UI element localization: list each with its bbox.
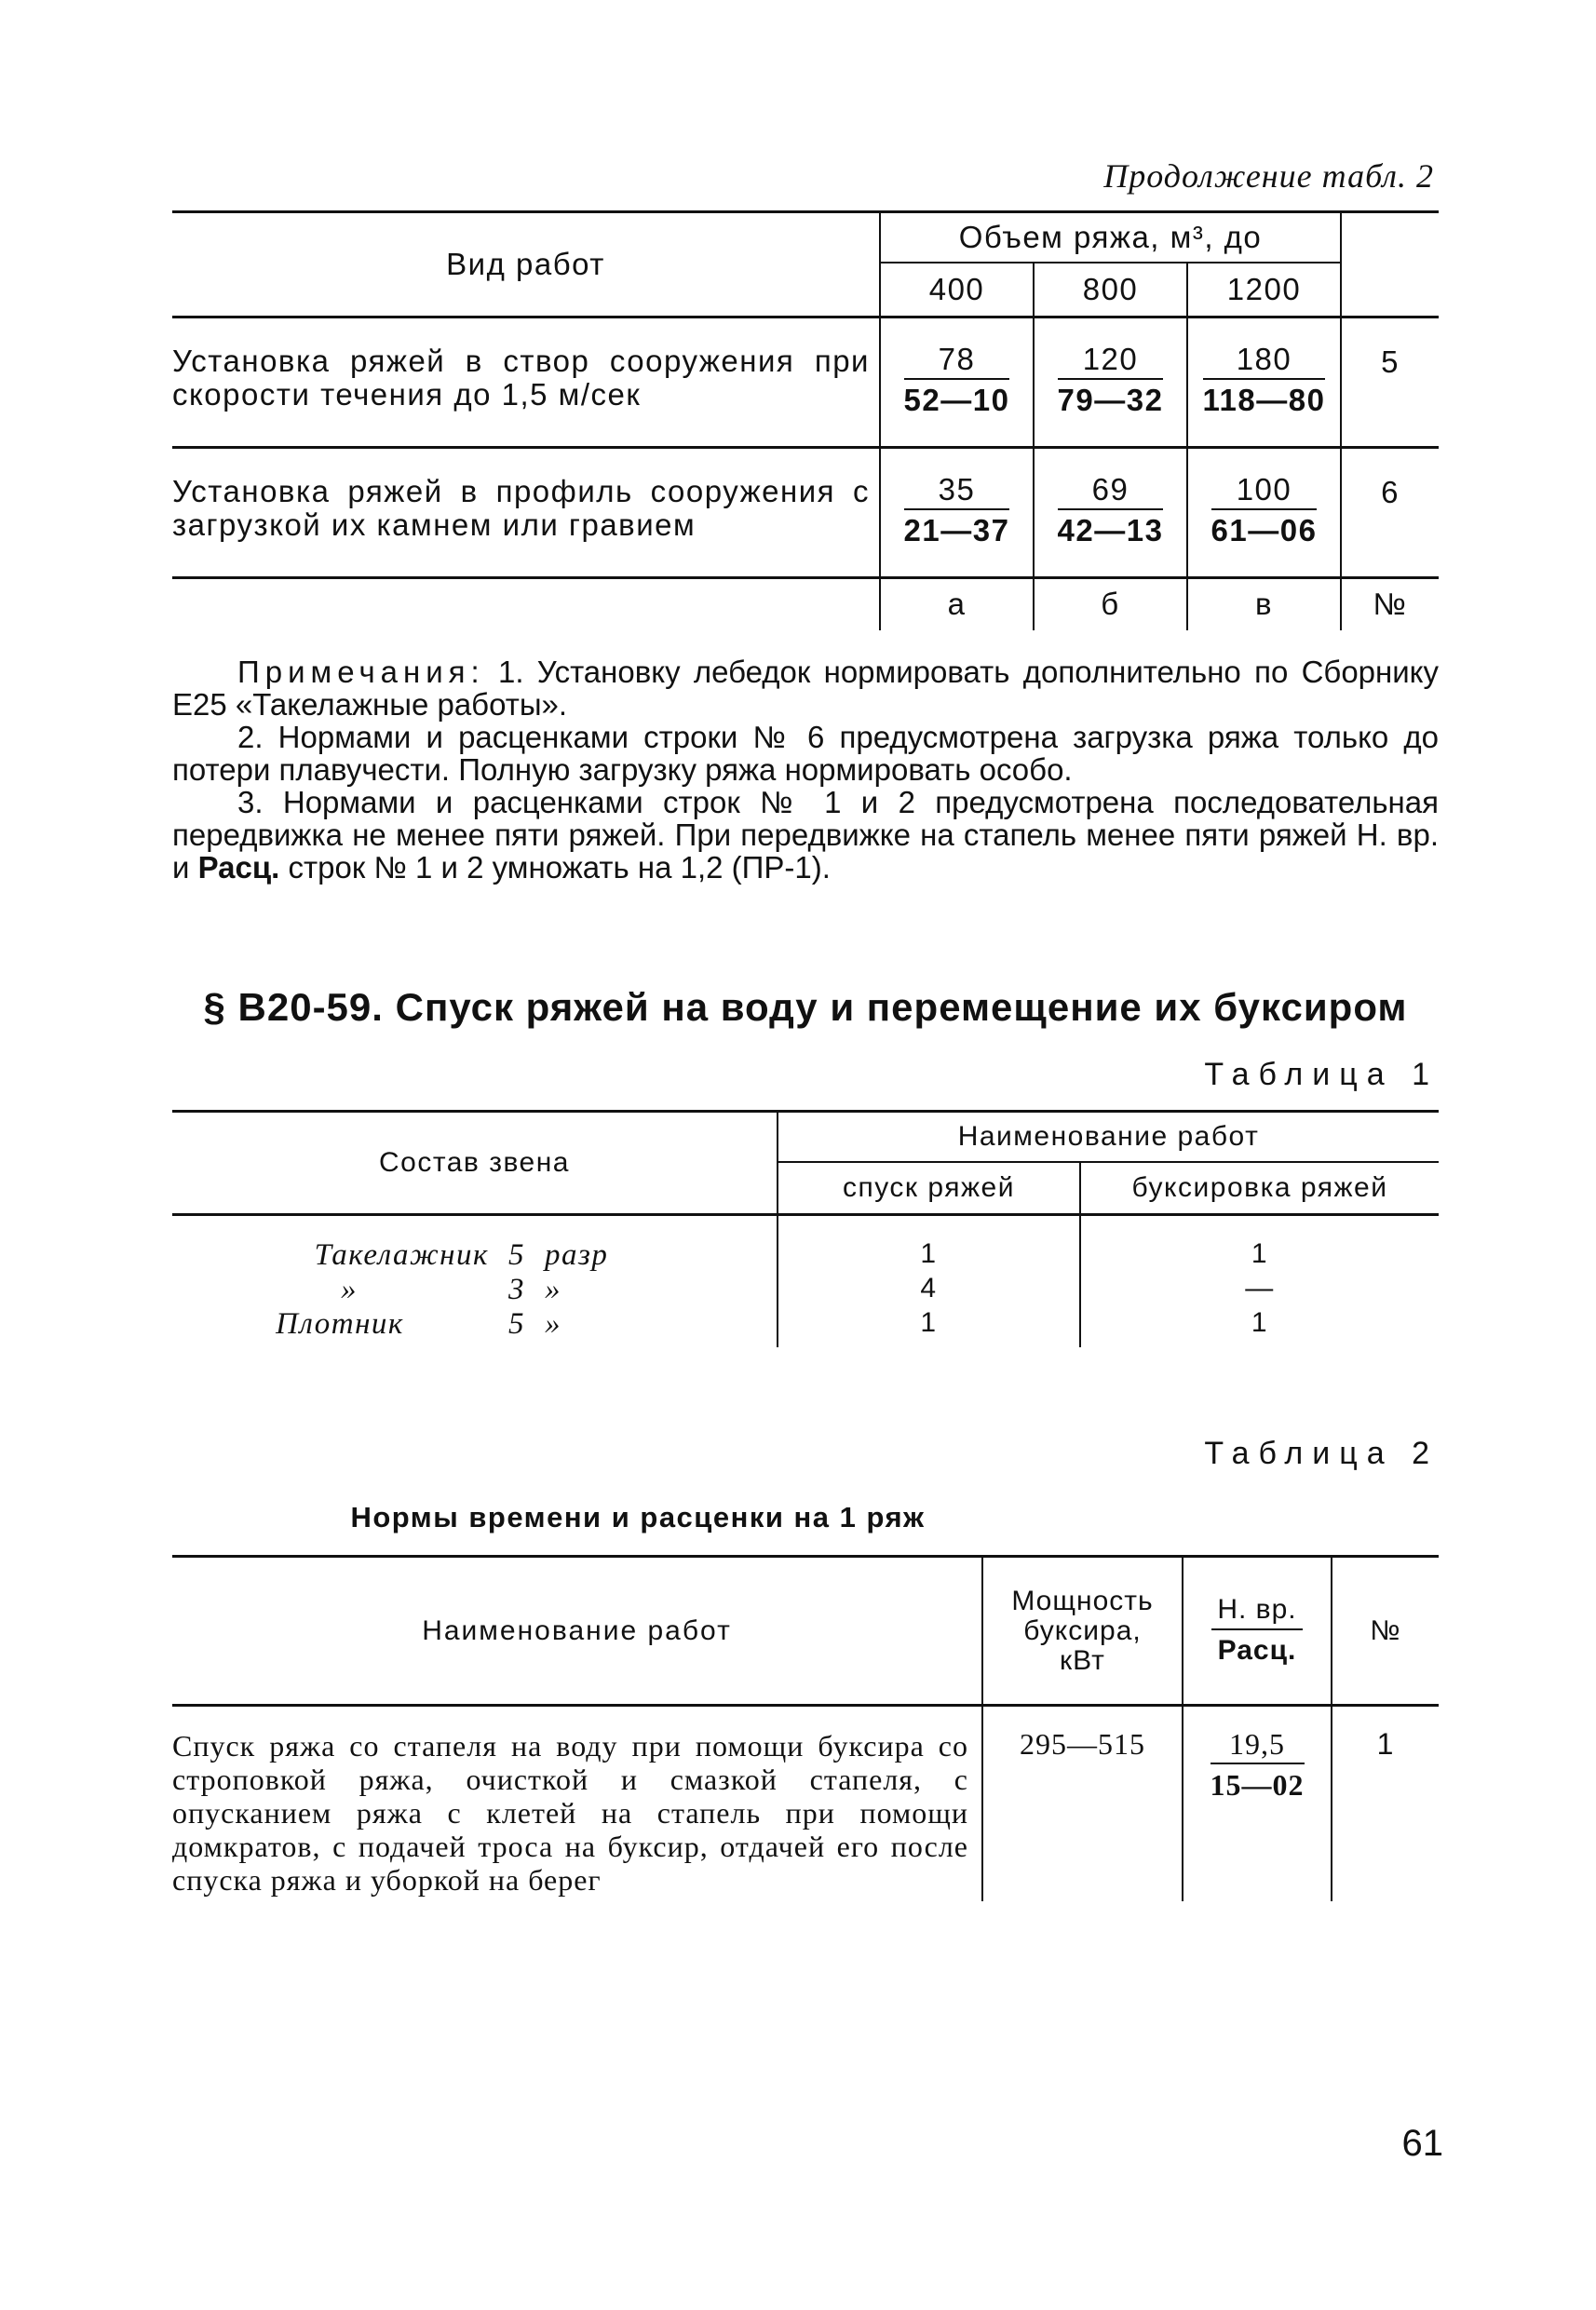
- table-row: [172, 1215, 1439, 1274]
- table-footer-row: [172, 578, 1439, 630]
- cell-value: [1034, 448, 1187, 578]
- header-col-1200: 1200: [1187, 263, 1341, 317]
- note-1-text: 1. Установку лебедок нормировать дополнительно по Сборнику Е25 «Такелажные работы».: [172, 655, 1439, 722]
- price-value: 15—02: [1210, 1768, 1305, 1802]
- crew-name: »: [341, 1273, 358, 1306]
- crew-grade: 5: [508, 1307, 525, 1341]
- notes-label: Примечания:: [237, 655, 485, 689]
- table-row: [172, 317, 1439, 448]
- row-number: 1: [1332, 1706, 1439, 1901]
- table1-label: Таблица 1: [1204, 1057, 1439, 1092]
- cell-power: 295—515: [982, 1706, 1183, 1901]
- header-col-800: 800: [1034, 263, 1187, 317]
- section-title: § В20-59. Спуск ряжей на воду и перемещение их буксиром: [203, 985, 1408, 1029]
- norm-value: 69: [1058, 471, 1164, 510]
- header-towing: буксировка ряжей: [1080, 1162, 1439, 1215]
- norm-value: 35: [904, 471, 1010, 510]
- table2-label: Таблица 2: [1204, 1436, 1439, 1471]
- crew-name: Такелажник: [314, 1238, 489, 1272]
- header-col-400: 400: [880, 263, 1034, 317]
- footer-empty: [172, 578, 880, 630]
- cell-value: 1: [778, 1215, 1080, 1274]
- cell-value: 1: [1080, 1215, 1439, 1274]
- row-description: Установка ряжей в створ сооружения при скорости течения до 1,5 м/сек: [172, 344, 870, 412]
- row-number: 6: [1341, 448, 1439, 578]
- header-norm: Н. вр.: [1211, 1591, 1302, 1630]
- cell-value: [1034, 317, 1187, 448]
- crew-name: Плотник: [276, 1307, 404, 1341]
- header-work-type: Вид работ: [172, 212, 880, 317]
- norm-value: 120: [1058, 341, 1164, 380]
- crew-grade: 3: [508, 1273, 525, 1306]
- crew-grade: 5: [508, 1238, 525, 1272]
- table-crew: [172, 1110, 1439, 1347]
- table-norms: [172, 1555, 1439, 1901]
- crew-member: [172, 1215, 778, 1274]
- header-works: Наименование работ: [422, 1614, 732, 1646]
- header-price: Расц.: [1217, 1634, 1297, 1666]
- header-no: №: [1332, 1557, 1439, 1706]
- price-value: 21—37: [903, 513, 1010, 547]
- footer-no: №: [1341, 578, 1439, 630]
- header-no-empty: [1341, 212, 1439, 317]
- table2-subtitle: Нормы времени и расценки на 1 ряж: [350, 1501, 926, 1533]
- note-1: [172, 655, 1439, 721]
- page-number: 61: [1401, 2123, 1443, 2164]
- cell-value: 4: [778, 1273, 1080, 1307]
- header-norm-price: [1183, 1557, 1332, 1706]
- header-volume: Объем ряжа, м³, до: [880, 212, 1341, 263]
- row-description: Установка ряжей в профиль сооружения с загрузкой их камнем или гравием: [172, 474, 870, 542]
- norm-value: 19,5: [1211, 1725, 1305, 1764]
- price-value: 42—13: [1057, 513, 1164, 547]
- header-launch: спуск ряжей: [778, 1162, 1080, 1215]
- cell-value: 1: [778, 1307, 1080, 1347]
- crew-member: [172, 1273, 778, 1307]
- note-2: 2. Нормами и расценками строки № 6 предусмотрена загрузка ряжа только до потери плавучести. Полную загрузку ряжа нормировать особо.: [172, 720, 1439, 787]
- footer-b: б: [1034, 578, 1187, 630]
- cell-norm-price: [1183, 1706, 1332, 1901]
- note-3-bold: Расц.: [197, 850, 280, 885]
- header-crew: Состав звена: [172, 1112, 778, 1215]
- price-value: 52—10: [903, 383, 1010, 417]
- cell-value: [880, 317, 1034, 448]
- table-norms-continuation: [172, 210, 1439, 630]
- crew-unit: разр: [545, 1238, 609, 1272]
- footer-a: а: [880, 578, 1034, 630]
- cell-value: [880, 448, 1034, 578]
- cell-value: 1: [1080, 1307, 1439, 1347]
- header-works: Наименование работ: [778, 1112, 1439, 1163]
- row-description: Спуск ряжа со стапеля на воду при помощи буксира со строповкой ряжа, очисткой и смазкой стапеля, с опусканием ряжа с клетей на стапель при помощи домкратов, с подачей троса на буксир, отдачей его после спуска ряжа и уборкой на берег: [172, 1729, 968, 1897]
- cell-value: [1187, 448, 1341, 578]
- notes: [172, 655, 1439, 884]
- price-value: 79—32: [1057, 383, 1164, 417]
- table-row: [172, 1706, 1439, 1901]
- cell-value: —: [1080, 1273, 1439, 1307]
- table-row: [172, 448, 1439, 578]
- footer-c: в: [1187, 578, 1341, 630]
- table-row: [172, 1307, 1439, 1347]
- row-number: 5: [1341, 317, 1439, 448]
- crew-unit: »: [545, 1273, 561, 1306]
- crew-member: [172, 1307, 778, 1347]
- norm-value: 100: [1211, 471, 1318, 510]
- note-3: [172, 786, 1439, 884]
- price-value: 118—80: [1202, 383, 1326, 417]
- header-power: Мощность буксира, кВт: [982, 1557, 1183, 1706]
- note-3-text-b: строк № 1 и 2 умножать на 1,2 (ПР-1).: [279, 850, 831, 885]
- price-value: 61—06: [1211, 513, 1318, 547]
- table-row: [172, 1273, 1439, 1307]
- norm-value: 78: [904, 341, 1010, 380]
- note-3-text-a: 3. Нормами и расценками строк № 1 и 2 предусмотрена последовательная передвижка не менее пяти ряжей. При передвижке на стапель менее пяти ряжей Н. вр. и: [172, 785, 1439, 885]
- norm-value: 180: [1203, 341, 1326, 380]
- cell-value: [1187, 317, 1341, 448]
- crew-unit: »: [545, 1307, 561, 1341]
- continuation-title: Продолжение табл. 2: [1103, 157, 1434, 195]
